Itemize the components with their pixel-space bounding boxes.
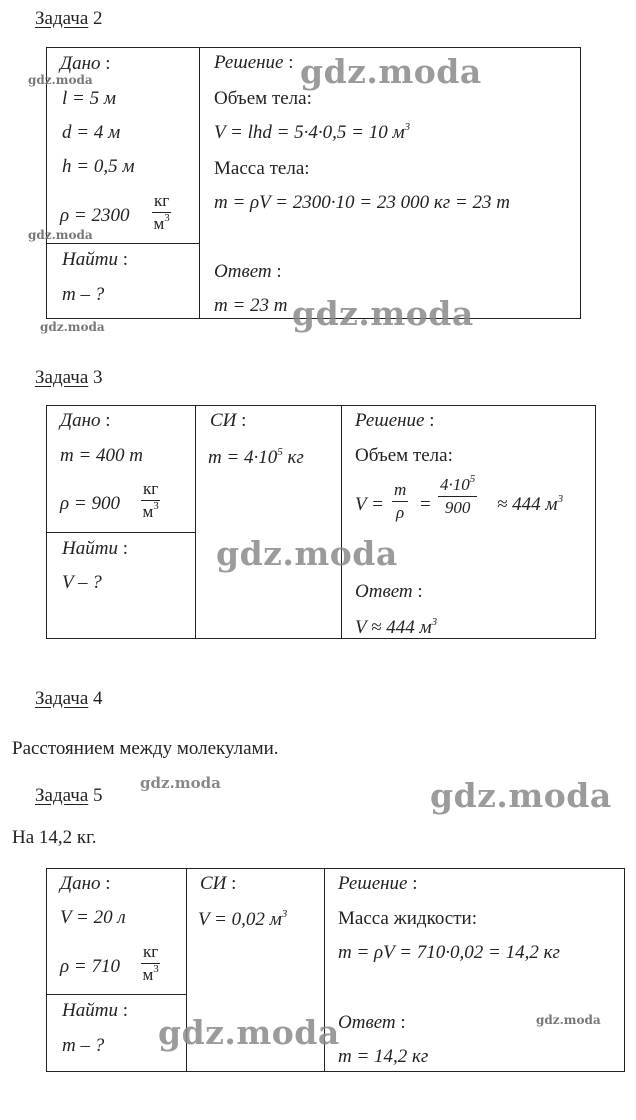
task3-answer-label: Ответ :	[355, 581, 423, 602]
task5-mass-title: Масса жидкости:	[338, 908, 477, 929]
task3-v-result: ≈ 444 $м^3$	[497, 493, 564, 515]
task3-volume-title: Объем тела:	[355, 445, 453, 466]
task3-density-unit	[141, 480, 160, 521]
task3-answer-value: V ≈ 444 $м^3$	[355, 616, 438, 638]
task3-divider-2	[341, 405, 342, 639]
task4-heading-word: Задача	[35, 688, 89, 709]
task5-si-label: СИ :	[200, 873, 237, 894]
task2-given-label: Дано :	[60, 53, 111, 74]
task5-answer: На 14,2 кг.	[12, 827, 97, 848]
watermark-logo: gdz.moda	[28, 228, 93, 242]
task2-find-value: m – ?	[62, 284, 105, 305]
watermark-logo: gdz.moda	[216, 534, 398, 573]
task2-solution-label: Решение :	[214, 52, 294, 73]
task2-answer-label: Ответ :	[214, 261, 282, 282]
task3-unit-num: кг	[141, 480, 160, 501]
task2-h-value: h = 0,5 м	[62, 156, 135, 177]
task5-v-value: V = 20 л	[60, 907, 126, 928]
task3-table	[46, 405, 596, 639]
task3-solution-label: Решение :	[355, 410, 435, 431]
watermark-logo: gdz.moda	[536, 1013, 601, 1027]
task5-density-unit	[141, 943, 160, 984]
task5-unit-den: $м^3$	[142, 962, 159, 984]
task2-l-value: l = 5 м	[62, 88, 116, 109]
task2-unit-num: кг	[152, 192, 171, 213]
task5-heading-word: Задача	[35, 785, 89, 806]
task3-find-label: Найти :	[62, 538, 128, 559]
task3-eq: =	[420, 494, 431, 515]
task2-volume-title: Объем тела:	[214, 88, 312, 109]
task3-heading-num: 3	[93, 367, 103, 388]
task5-solution-label: Решение :	[338, 873, 418, 894]
task2-divider-horizontal	[46, 243, 200, 244]
watermark-logo: gdz.moda	[140, 774, 221, 792]
task5-answer-value: m = 14,2 кг	[338, 1046, 429, 1067]
task2-heading-num: 2	[93, 8, 103, 29]
task3-frac-value: $\frac{4\cdot 10^5}{900}$	[440, 473, 476, 517]
task2-density-unit	[152, 192, 171, 233]
task4-heading-num: 4	[93, 688, 103, 709]
task3-find-value: V – ?	[62, 572, 102, 593]
task4-heading	[35, 688, 103, 710]
task2-find-label: Найти :	[62, 249, 128, 270]
task2-heading	[35, 8, 103, 30]
task5-answer-label: Ответ :	[338, 1012, 406, 1033]
task4-answer: Расстоянием между молекулами.	[12, 738, 279, 759]
watermark-logo: gdz.moda	[40, 320, 105, 334]
task3-si-label: СИ :	[210, 410, 247, 431]
task2-unit-den: $м^3$	[153, 211, 170, 233]
task2-answer-value: m = 23 т	[214, 295, 288, 316]
watermark-logo: gdz.moda	[158, 1013, 340, 1052]
task5-find-label: Найти :	[62, 1000, 128, 1021]
task5-mass-formula: m = ρV = 710·0,02 = 14,2 кг	[338, 942, 560, 963]
task2-divider-vertical	[199, 47, 200, 319]
task5-unit-num: кг	[141, 943, 160, 964]
task2-mass-formula: m = ρV = 2300·10 = 23 000 кг = 23 т	[214, 192, 510, 213]
task5-find-value: m – ?	[62, 1035, 105, 1056]
task3-heading-word: Задача	[35, 367, 89, 388]
task2-heading-word: Задача	[35, 8, 89, 29]
watermark-logo: gdz.moda	[292, 294, 474, 333]
task5-divider-horizontal	[46, 994, 187, 995]
task3-unit-den: $м^3$	[142, 499, 159, 521]
task2-rho-value: ρ = 2300	[60, 205, 130, 226]
task3-m-value: m = 400 т	[60, 445, 144, 466]
task3-si-value: $m = 4\cdot 10^5$ кг	[208, 446, 304, 468]
watermark-logo: gdz.moda	[300, 52, 482, 91]
task5-heading-num: 5	[93, 785, 103, 806]
task3-heading	[35, 367, 103, 389]
task3-frac-m-rho: $\frac{m}{\rho}$	[394, 480, 407, 522]
task3-v-prefix: V =	[355, 494, 384, 515]
watermark-logo: gdz.moda	[28, 73, 93, 87]
task3-rho-value: ρ = 900	[60, 493, 120, 514]
task3-given-label: Дано :	[60, 410, 111, 431]
task5-si-value: V = 0,02 $м^3$	[198, 908, 288, 930]
task2-mass-title: Масса тела:	[214, 158, 310, 179]
task5-given-label: Дано :	[60, 873, 111, 894]
task3-divider-1	[195, 405, 196, 639]
task2-volume-formula: V = lhd = 5·4·0,5 = 10 $м^3$	[214, 121, 411, 143]
task5-rho-value: ρ = 710	[60, 956, 120, 977]
task2-d-value: d = 4 м	[62, 122, 121, 143]
watermark-logo: gdz.moda	[430, 776, 612, 815]
task3-divider-horizontal	[46, 532, 196, 533]
task5-heading	[35, 785, 103, 807]
